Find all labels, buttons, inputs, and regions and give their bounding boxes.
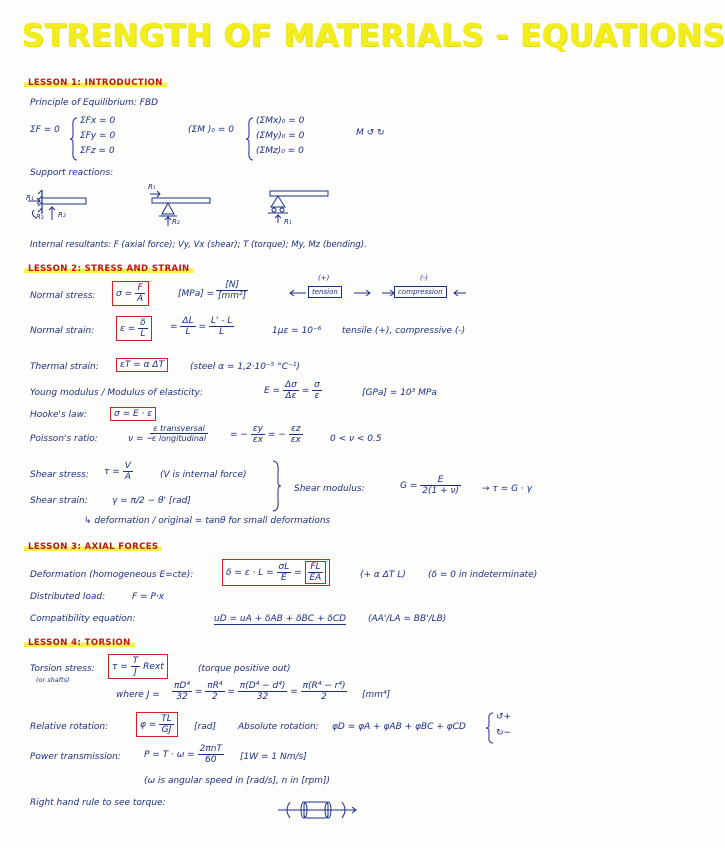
reaction-r1-b: R₁ [148, 183, 156, 191]
relative-rotation-formula: φ = $\frac{TL}{GJ}$ [136, 712, 178, 737]
normal-stress-label: Normal stress: [30, 291, 96, 301]
reaction-r1-a: R₁ [26, 194, 34, 202]
normal-stress-formula: σ = $\frac{F}{A}$ [112, 281, 149, 306]
hookes-law-formula: σ = E · ε [110, 407, 156, 421]
reaction-r-roller: R₁ [284, 218, 292, 226]
deformation-note: ↳ deformation / original = tanθ for small deformations [84, 516, 331, 526]
distributed-load-label: Distributed load: [30, 592, 106, 602]
sum-mz: (ΣMz)₀ = 0 [256, 146, 304, 156]
rotation-sign-brace [486, 712, 494, 744]
equilibrium-label: Principle of Equilibrium: FBD [30, 98, 159, 108]
torsion-stress-label: Torsion stress: [30, 664, 95, 674]
distributed-load-formula: F = P·x [132, 592, 165, 602]
lesson-3-heading: LESSON 3: AXIAL FORCES [24, 542, 162, 552]
rad-units: [rad] [194, 722, 216, 732]
moment-sign-convention: M ↺ ↻ [356, 128, 385, 138]
shear-brace [272, 460, 282, 512]
normal-strain-formula: ε = $\frac{\delta}{L}$ [116, 316, 152, 341]
sum-fy: ΣFy = 0 [80, 131, 116, 141]
watt-definition: [1W = 1 Nm/s] [240, 752, 307, 762]
sum-fz: ΣFz = 0 [80, 146, 115, 156]
compression-sign: (-) [420, 274, 428, 282]
power-transmission-label: Power transmission: [30, 752, 121, 762]
sum-fx: ΣFx = 0 [80, 116, 116, 126]
steel-alpha: (steel α = 1,2·10⁻⁵ °C⁻¹) [190, 362, 300, 372]
strain-expansion: = $\frac{\Delta L}{L}$ = $\frac{L' - L}{L}$ [170, 316, 233, 337]
polar-moment-formulas: $\frac{\text{πD⁴}}{32}$ = $\frac{\text{πR⁴}}{2}$ = $\frac{\text{π(D⁴ − d⁴)}}{32}$ = $\frac{\text{π(R⁴ − r⁴)}}{2}$ [174, 681, 346, 702]
compression-box: compression [394, 286, 447, 298]
page-title: STRENGTH OF MATERIALS - EQUATIONS [22, 18, 725, 54]
compression-arrows [382, 288, 472, 298]
stress-units-label: [MPa] = [178, 289, 215, 299]
sum-mx: (ΣMx)₀ = 0 [256, 116, 305, 126]
pinned-support-sketch [150, 190, 220, 228]
thermal-addition: (+ α ΔT L) [360, 570, 406, 580]
poisson-range: 0 < ν < 0.5 [330, 434, 382, 444]
compatibility-label: Compatibility equation: [30, 614, 136, 624]
sum-forces: ΣF = 0 [30, 125, 60, 135]
tension-sign: (+) [318, 274, 330, 282]
lesson-1-heading: LESSON 1: INTRODUCTION [24, 78, 167, 88]
internal-resultants: Internal resultants: F (axial force); Vy, Vx (shear); T (torque); My, Mz (bending). [30, 240, 367, 250]
absolute-rotation-formula: φD = φA + φAB + φBC + φCD [332, 722, 466, 732]
support-reactions-label: Support reactions: [30, 168, 114, 178]
torque-positive-note: (torque positive out) [198, 664, 291, 674]
microstrain: 1με = 10⁻⁶ [272, 326, 322, 336]
tensile-compressive-note: tensile (+), compressive (-) [342, 326, 466, 336]
sum-moments: (ΣM )₀ = 0 [188, 125, 234, 135]
shear-modulus-formula: G = $\frac{E}{2(1 + \nu)}$ [400, 475, 460, 496]
tau-g-gamma: → τ = G · γ [482, 484, 532, 494]
tension-arrows [290, 288, 380, 298]
lesson-2-heading: LESSON 2: STRESS AND STRAIN [24, 264, 194, 274]
compatibility-ratio: (AA'/LA = BB'/LB) [368, 614, 447, 624]
poisson-ratios: = − $\frac{\varepsilon y}{\varepsilon x}$ = − $\frac{\varepsilon z}{\varepsilon x}$ [230, 424, 301, 445]
lesson-4-heading: LESSON 4: TORSION [24, 638, 135, 648]
axial-deformation-formula: δ = ε · L = $\frac{\sigma L}{E}$ = $\frac{FL}{EA}$ [222, 559, 330, 586]
compatibility-formula: uD = uA + δAB + δBC + δCD [214, 614, 347, 624]
absolute-rotation-label: Absolute rotation: [238, 722, 319, 732]
shear-stress-note: (V is internal force) [160, 470, 247, 480]
sum-my: (ΣMy)₀ = 0 [256, 131, 305, 141]
right-hand-rule-label: Right hand rule to see torque: [30, 798, 166, 808]
mm4-units: [mm⁴] [362, 690, 391, 700]
power-formula: P = T · ω = $\frac{\text{2πnT}}{60}$ [144, 744, 222, 765]
shear-strain-formula: γ = π/2 − θ' [rad] [112, 496, 191, 506]
gpa-units: [GPa] = 10³ MPa [362, 388, 437, 398]
indeterminate-note: (δ = 0 in indeterminate) [428, 570, 538, 580]
shear-stress-label: Shear stress: [30, 470, 89, 480]
young-modulus-label: Young modulus / Modulus of elasticity: [30, 388, 203, 398]
young-modulus-formula: E = $\frac{\Delta\sigma}{\Delta\varepsilon}$ = $\frac{\sigma}{\varepsilon}$ [264, 380, 320, 401]
shear-strain-label: Shear strain: [30, 496, 88, 506]
rotation-sign-minus: ↻− [496, 728, 512, 738]
poisson-fraction: $\frac{\text{ε transversal}}{\text{ε longitudinal}}$ [152, 424, 207, 443]
normal-strain-label: Normal strain: [30, 326, 95, 336]
shear-stress-formula: τ = $\frac{V}{A}$ [104, 461, 131, 482]
poisson-label: Poisson's ratio: [30, 434, 98, 444]
deformation-label: Deformation (homogeneous E=cte): [30, 570, 194, 580]
torsion-note: (or shafts) [36, 676, 70, 684]
hookes-law-label: Hooke's law: [30, 410, 87, 420]
reaction-r2-a: R₂ [58, 211, 66, 219]
reaction-r3-a: R₃ [36, 213, 44, 221]
polar-moment-where: where J = [116, 690, 160, 700]
brace-forces [70, 117, 78, 161]
omega-note: (ω is angular speed in [rad/s], n in [rpm]) [144, 776, 331, 786]
thermal-strain-formula: εT = α ΔT [116, 358, 168, 372]
shaft-torque-sketch [276, 796, 360, 824]
thermal-strain-label: Thermal strain: [30, 362, 99, 372]
stress-units-fraction: $\frac{[N]}{\text{[mm²]}}$ [218, 280, 247, 301]
relative-rotation-label: Relative rotation: [30, 722, 109, 732]
roller-support-sketch [262, 185, 332, 225]
brace-moments [246, 117, 254, 161]
torsion-stress-formula: τ = $\frac{T}{J}$ Rext [108, 654, 168, 679]
shear-modulus-label: Shear modulus: [294, 484, 365, 494]
rotation-sign-plus: ↺+ [496, 712, 512, 722]
poisson-nu: ν = − [128, 434, 154, 444]
tension-box: tension [308, 286, 342, 298]
fixed-support-sketch [28, 188, 108, 228]
reaction-r2-b: R₂ [172, 218, 180, 226]
